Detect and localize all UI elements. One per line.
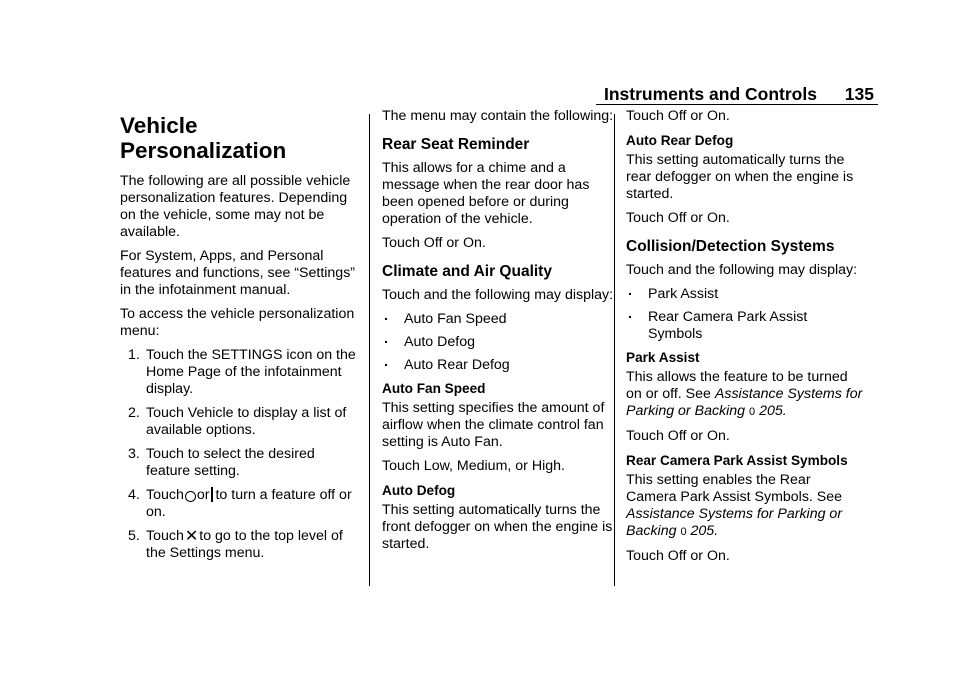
- list-item: . Auto Defog: [382, 334, 620, 351]
- auto-defog-text: This setting automatically turns the front defogger on when the engine is started.: [382, 502, 613, 552]
- rear-seat-reminder-text: This allows for a chime and a message when the rear door has been opened before or during operation of the vehicle.: [382, 160, 590, 227]
- rcpas-heading: Rear Camera Park Assist Symbols: [626, 453, 848, 468]
- auto-rear-defog-heading: Auto Rear Defog: [626, 133, 734, 148]
- auto-defog-heading: Auto Defog: [382, 483, 456, 498]
- step-item: 3. Touch to select the desired feature setting.: [128, 446, 315, 479]
- collision-intro: Touch and the following may display:: [626, 262, 858, 278]
- collision-detection-heading: Collision/Detection Systems: [626, 238, 835, 255]
- park-assist-heading: Park Assist: [626, 350, 700, 365]
- intro-paragraph: The following are all possible vehicle personalization features. Depending on the vehicle, some may not be available.: [120, 173, 351, 240]
- column-divider: [369, 114, 370, 586]
- step-item: 2. Touch Vehicle to display a list of available options.: [128, 405, 347, 438]
- step-item: 4. Touch or to turn a feature off or on.: [128, 487, 352, 520]
- x-icon: ✕: [184, 528, 199, 545]
- access-paragraph: To access the vehicle personalization menu:: [120, 306, 355, 339]
- header-rule: [596, 104, 878, 105]
- climate-heading: Climate and Air Quality: [382, 263, 552, 280]
- page-ref-icon: 0: [680, 526, 687, 538]
- column-1: [120, 108, 358, 569]
- rear-seat-reminder-heading: Rear Seat Reminder: [382, 136, 530, 153]
- steps-list: [120, 347, 358, 562]
- rcpas-link[interactable]: Assistance Systems for Parking or Backing: [626, 506, 843, 539]
- park-assist-link[interactable]: Assistance Systems for Parking or Backing: [626, 386, 863, 419]
- list-item: . Rear Camera Park Assist Symbols: [626, 309, 864, 343]
- rear-seat-reminder-touch: Touch Off or On.: [382, 235, 486, 251]
- system-note-paragraph: For System, Apps, and Personal features and functions, see “Settings” in the infotainment manual.: [120, 248, 356, 298]
- rcpas-page-ref[interactable]: 205: [690, 523, 715, 539]
- vehicle-personalization-heading: Vehicle Personalization: [120, 113, 287, 163]
- circle-icon: [185, 491, 196, 502]
- park-assist-text: This allows the feature to be turned on or off. See Assistance Systems for Parking or Backing 0 205.: [626, 369, 863, 419]
- menu-intro: The menu may contain the following:: [382, 108, 614, 124]
- climate-intro: Touch and the following may display:: [382, 287, 614, 303]
- rcpas-touch: Touch Off or On.: [626, 548, 730, 564]
- auto-defog-touch: Touch Off or On.: [626, 108, 730, 124]
- page-header: [596, 82, 876, 106]
- column-3: [626, 108, 864, 572]
- step-item: 1. Touch the SETTINGS icon on the Home Page of the infotainment display.: [128, 347, 356, 397]
- auto-fan-speed-text: This setting specifies the amount of airflow when the climate control fan setting is Auto Fan.: [382, 400, 605, 450]
- section-title: Instruments and Controls: [604, 84, 817, 104]
- park-assist-touch: Touch Off or On.: [626, 428, 730, 444]
- climate-list: [382, 311, 620, 374]
- column-2: [382, 108, 620, 560]
- list-item: . Park Assist: [626, 286, 864, 303]
- page-number: 135: [844, 84, 874, 104]
- rcpas-text: This setting enables the Rear Camera Park Assist Symbols. See Assistance Systems for Parking or Backing 0 205.: [626, 472, 843, 539]
- auto-fan-speed-touch: Touch Low, Medium, or High.: [382, 458, 565, 474]
- park-assist-page-ref[interactable]: 205: [759, 403, 783, 419]
- collision-list: [626, 286, 864, 343]
- auto-fan-speed-heading: Auto Fan Speed: [382, 381, 486, 396]
- list-item: . Auto Rear Defog: [382, 357, 620, 374]
- page-ref-icon: 0: [749, 406, 756, 418]
- auto-rear-defog-text: This setting automatically turns the rear defogger on when the engine is started.: [626, 152, 854, 202]
- step-item: 5. Touch✕to go to the top level of the Settings menu.: [128, 528, 343, 561]
- vertical-bar-icon: [211, 487, 213, 502]
- auto-rear-defog-touch: Touch Off or On.: [626, 210, 730, 226]
- list-item: . Auto Fan Speed: [382, 311, 620, 328]
